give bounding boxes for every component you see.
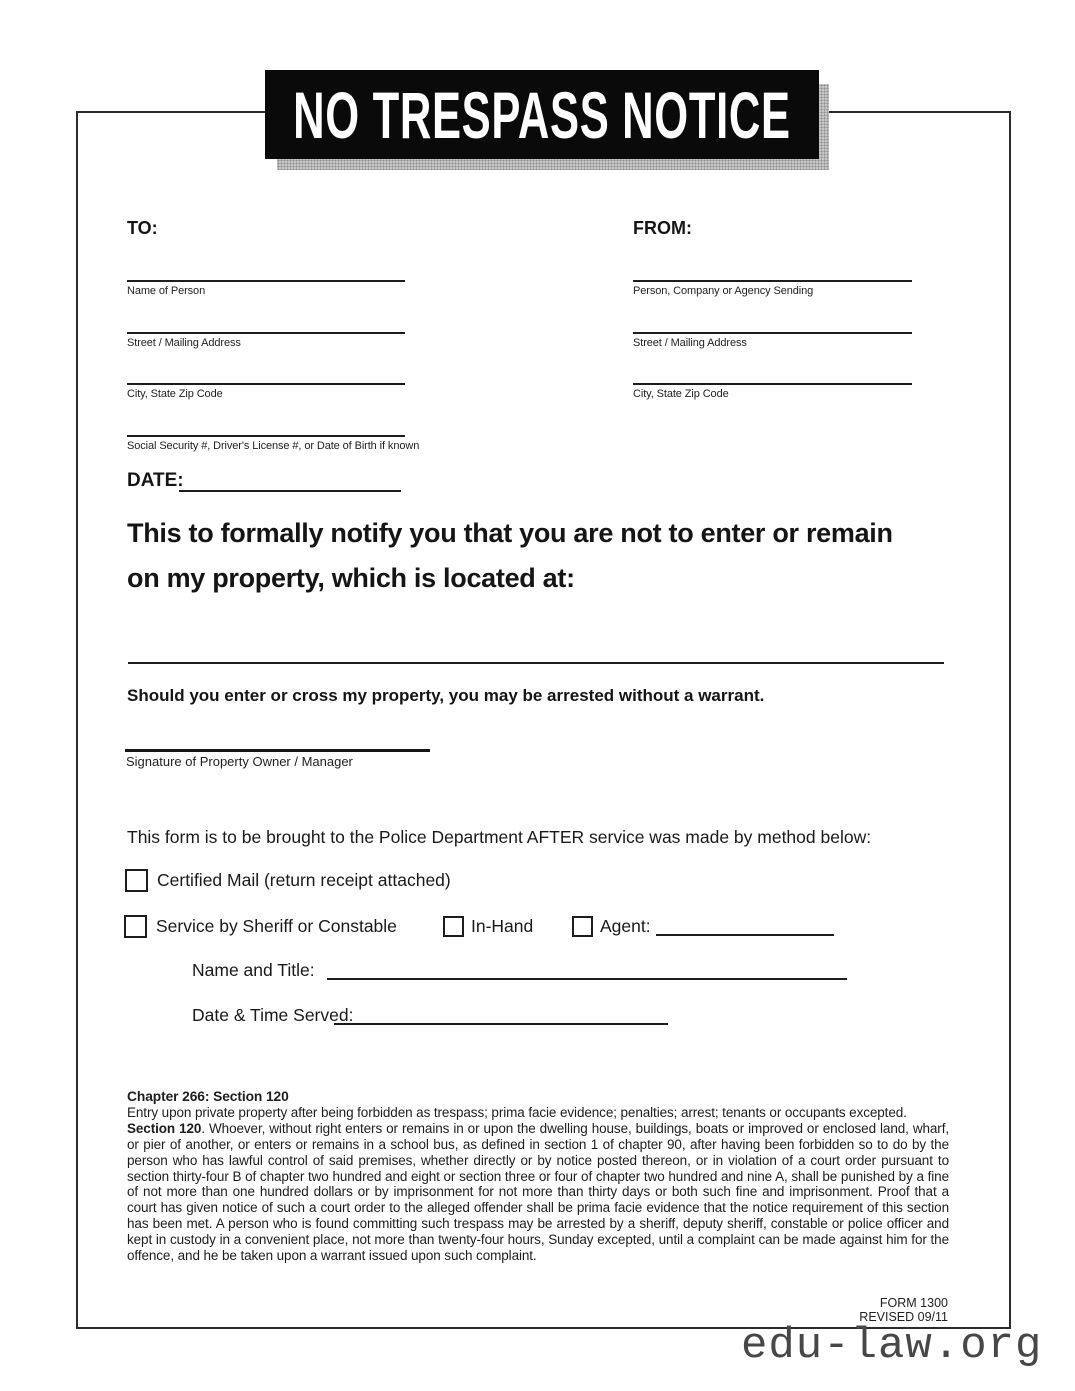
to-name-label: Name of Person	[127, 285, 206, 297]
to-name-fill-line[interactable]	[127, 280, 405, 282]
in-hand-label: In-Hand	[471, 916, 534, 936]
date-label: DATE:	[127, 470, 184, 491]
to-street-fill-line[interactable]	[127, 332, 405, 334]
agent-label: Agent:	[600, 916, 651, 936]
agent-checkbox[interactable]	[572, 916, 593, 937]
watermark: edu-law.org	[741, 1321, 1043, 1371]
signature-label: Signature of Property Owner / Manager	[126, 754, 353, 769]
to-ssn-label: Social Security #, Driver's License #, or Date of Birth if known	[127, 440, 420, 452]
notice-heading-line1: This to formally notify you that you are not to enter or remain	[127, 518, 893, 548]
from-section-label: FROM:	[633, 218, 692, 238]
to-ssn-fill-line[interactable]	[127, 435, 405, 437]
title-banner	[265, 70, 819, 159]
from-city-label: City, State Zip Code	[633, 388, 729, 400]
from-street-fill-line[interactable]	[633, 332, 912, 334]
statute-summary: Entry upon private property after being forbidden as trespass; prima facie evidence; penalties; arrest; tenants or occupants excepted.	[127, 1104, 907, 1120]
in-hand-checkbox[interactable]	[443, 916, 464, 937]
statute-body-lead: Section 120	[127, 1120, 202, 1136]
certified-mail-label: Certified Mail (return receipt attached)	[157, 870, 451, 890]
certified-mail-checkbox[interactable]	[125, 869, 148, 892]
notice-heading	[127, 511, 957, 601]
notice-heading-line2: on my property, which is located at:	[127, 563, 575, 593]
form-revision: REVISED 09/11	[859, 1310, 948, 1324]
statute-block	[127, 1089, 949, 1264]
agent-fill-line[interactable]	[656, 934, 834, 936]
statute-body	[127, 1121, 949, 1264]
date-fill-line[interactable]	[179, 490, 401, 492]
property-location-fill-line[interactable]	[128, 662, 944, 664]
statute-heading: Chapter 266: Section 120	[127, 1089, 289, 1104]
to-street-label: Street / Mailing Address	[127, 337, 241, 349]
sheriff-service-label: Service by Sheriff or Constable	[156, 916, 397, 936]
to-city-label: City, State Zip Code	[127, 388, 223, 400]
sheriff-service-checkbox[interactable]	[124, 915, 147, 938]
service-instruction: This form is to be brought to the Police Department AFTER service was made by method below:	[127, 827, 872, 847]
name-title-label: Name and Title:	[192, 960, 315, 980]
page-title: NO TRESPASS NOTICE	[293, 77, 791, 152]
form-meta	[859, 1296, 948, 1324]
warning-text: Should you enter or cross my property, you may be arrested without a warrant.	[127, 686, 765, 705]
statute-body-text: . Whoever, without right enters or remains in or upon the dwelling house, buildings, boats or improved or enclosed land, wharf, or pier of another, or enters or remains in a school bus, as defined in section 1 of chapter 90, after having been forbidden so to do by the person who has lawful control of said premises, whether directly or by notice posted thereon, or in violation of a court order pursuant to section thirty-four B of chapter two hundred and eight or section three or four of chapter two hundred and nine A, shall be punished by a fine of not more than one hundred dollars or by imprisonment for not more than thirty days or both such fine and imprisonment. Proof that a court has given notice of such a court order to the alleged offender shall be prima facie evidence that the notice requirement of this section has been met. A person who is found committing such trespass may be arrested by a sheriff, deputy sheriff, constable or police officer and kept in custody in a convenient place, not more than twenty-four hours, Sunday excepted, until a complaint can be made against him for the offence, and he be taken upon a warrant issued upon such complaint.	[127, 1120, 949, 1264]
from-sender-label: Person, Company or Agency Sending	[633, 285, 814, 297]
to-city-fill-line[interactable]	[127, 383, 405, 385]
signature-fill-line[interactable]	[125, 749, 430, 752]
from-street-label: Street / Mailing Address	[633, 337, 747, 349]
from-city-fill-line[interactable]	[633, 383, 912, 385]
date-served-label: Date & Time Served:	[192, 1005, 354, 1025]
date-served-fill-line[interactable]	[334, 1023, 668, 1025]
to-section-label: TO:	[127, 218, 158, 238]
from-sender-fill-line[interactable]	[633, 280, 912, 282]
form-number: FORM 1300	[879, 1296, 948, 1310]
name-title-fill-line[interactable]	[327, 978, 847, 980]
